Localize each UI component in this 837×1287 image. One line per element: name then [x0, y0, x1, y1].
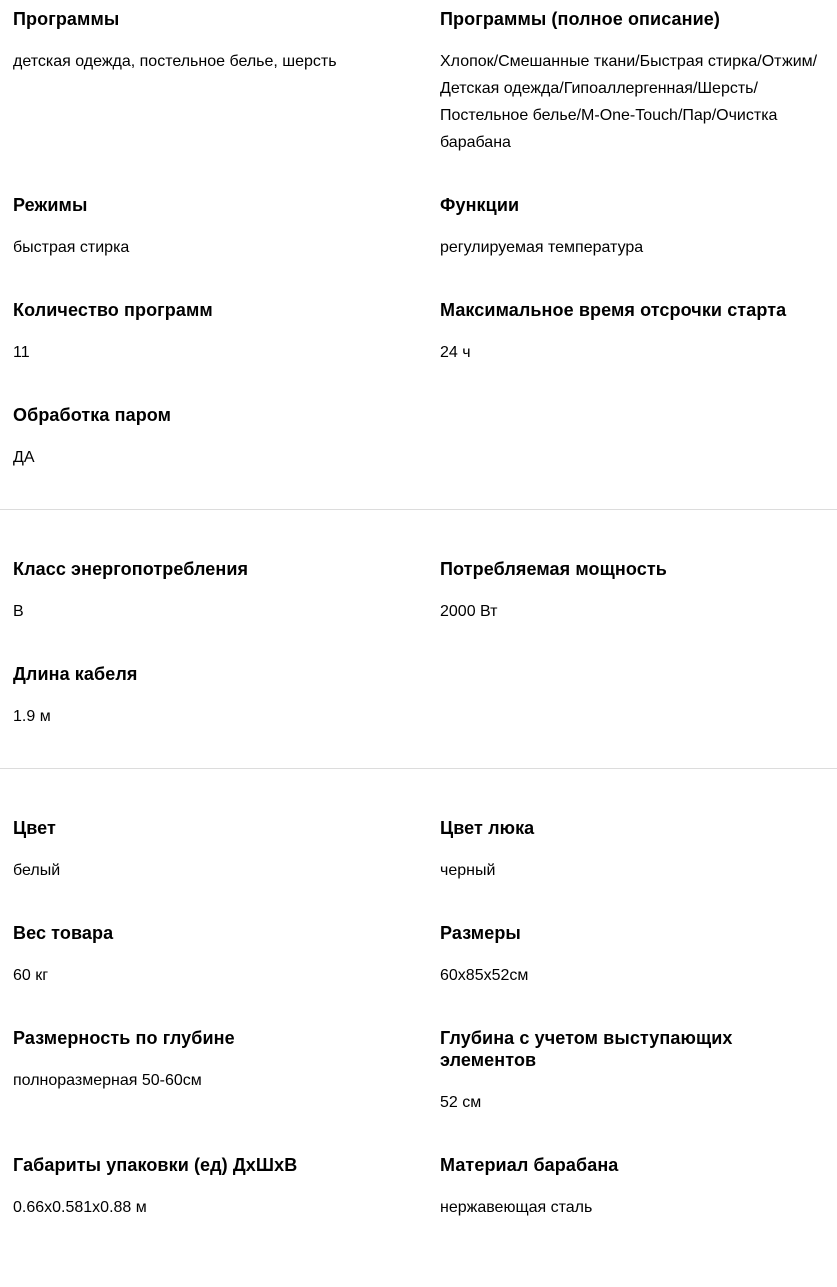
- spec-value: B: [13, 603, 24, 620]
- spec-label: Режимы: [13, 195, 88, 215]
- spec-row: [13, 922, 825, 1027]
- spec-section-programs: [13, 8, 825, 509]
- spec-label: Размеры: [440, 923, 521, 943]
- spec-value: 60 кг: [13, 967, 49, 984]
- spec-row: [13, 299, 825, 404]
- spec-row: [13, 817, 825, 922]
- spec-label: Глубина с учетом выступающих элементов: [440, 1028, 733, 1070]
- spec-label: Цвет люка: [440, 818, 535, 838]
- spec-item-cable-length: [13, 663, 440, 730]
- spec-value: 2000 Вт: [440, 603, 498, 620]
- spec-row: [13, 1027, 825, 1154]
- spec-item-size: [440, 922, 825, 989]
- spec-label: Максимальное время отсрочки старта: [440, 300, 787, 320]
- spec-row: [13, 194, 825, 299]
- spec-item-power-consumption: [440, 558, 825, 625]
- spec-value: 60x85x52см: [440, 967, 529, 984]
- spec-value: 52 см: [440, 1094, 482, 1111]
- spec-item-color: [13, 817, 440, 884]
- spec-row: [13, 8, 825, 194]
- spec-value: регулируемая температура: [440, 239, 644, 256]
- spec-item-package-size: [13, 1154, 440, 1221]
- spec-item-functions: [440, 194, 825, 261]
- spec-item-programs-full: [440, 8, 825, 156]
- spec-value: черный: [440, 862, 496, 879]
- spec-item-depth-class: [13, 1027, 440, 1116]
- spec-item-empty: [440, 663, 825, 768]
- spec-label: Вес товара: [13, 923, 114, 943]
- spec-label: Функции: [440, 195, 520, 215]
- spec-item-door-color: [440, 817, 825, 884]
- spec-item-energy-class: [13, 558, 440, 625]
- spec-item-programs: [13, 8, 440, 156]
- spec-item-depth-protruding: [440, 1027, 825, 1116]
- spec-label: Обработка паром: [13, 405, 172, 425]
- spec-label: Цвет: [13, 818, 56, 838]
- spec-value: 11: [13, 344, 30, 361]
- spec-value: нержавеющая сталь: [440, 1199, 593, 1216]
- spec-label: Количество программ: [13, 300, 213, 320]
- spec-section-power: [13, 558, 825, 768]
- section-divider: [0, 768, 837, 769]
- spec-value: 1.9 м: [13, 708, 51, 725]
- spec-item-program-count: [13, 299, 440, 366]
- section-divider: [0, 509, 837, 510]
- spec-row: [13, 404, 825, 509]
- spec-label: Размерность по глубине: [13, 1028, 235, 1048]
- spec-item-steam: [13, 404, 440, 471]
- spec-value: детская одежда, постельное белье, шерсть: [13, 53, 337, 70]
- spec-value: 0.66x0.581x0.88 м: [13, 1199, 147, 1216]
- spec-label: Длина кабеля: [13, 664, 138, 684]
- spec-item-empty: [440, 404, 825, 509]
- spec-value: белый: [13, 862, 61, 879]
- spec-item-modes: [13, 194, 440, 261]
- spec-item-max-delay: [440, 299, 825, 366]
- spec-label: Потребляемая мощность: [440, 559, 667, 579]
- spec-label: Программы: [13, 9, 120, 29]
- spec-value: быстрая стирка: [13, 239, 130, 256]
- spec-item-drum-material: [440, 1154, 825, 1221]
- spec-value: 24 ч: [440, 344, 471, 361]
- spec-row: [13, 1154, 825, 1259]
- spec-label: Класс энергопотребления: [13, 559, 249, 579]
- spec-value: Хлопок/Смешанные ткани/Быстрая стирка/Отжим/Детская одежда/Гипоаллергенная/Шерсть/Постельное белье/M-One-Touch/Пар/Очистка барабана: [440, 53, 818, 151]
- spec-label: Габариты упаковки (ед) ДхШхВ: [13, 1155, 298, 1175]
- spec-value: ДА: [13, 449, 35, 466]
- spec-row: [13, 558, 825, 663]
- spec-label: Программы (полное описание): [440, 9, 720, 29]
- spec-row: [13, 663, 825, 768]
- spec-value: полноразмерная 50-60см: [13, 1072, 202, 1089]
- spec-label: Материал барабана: [440, 1155, 619, 1175]
- spec-section-dimensions: [13, 817, 825, 1259]
- spec-item-weight: [13, 922, 440, 989]
